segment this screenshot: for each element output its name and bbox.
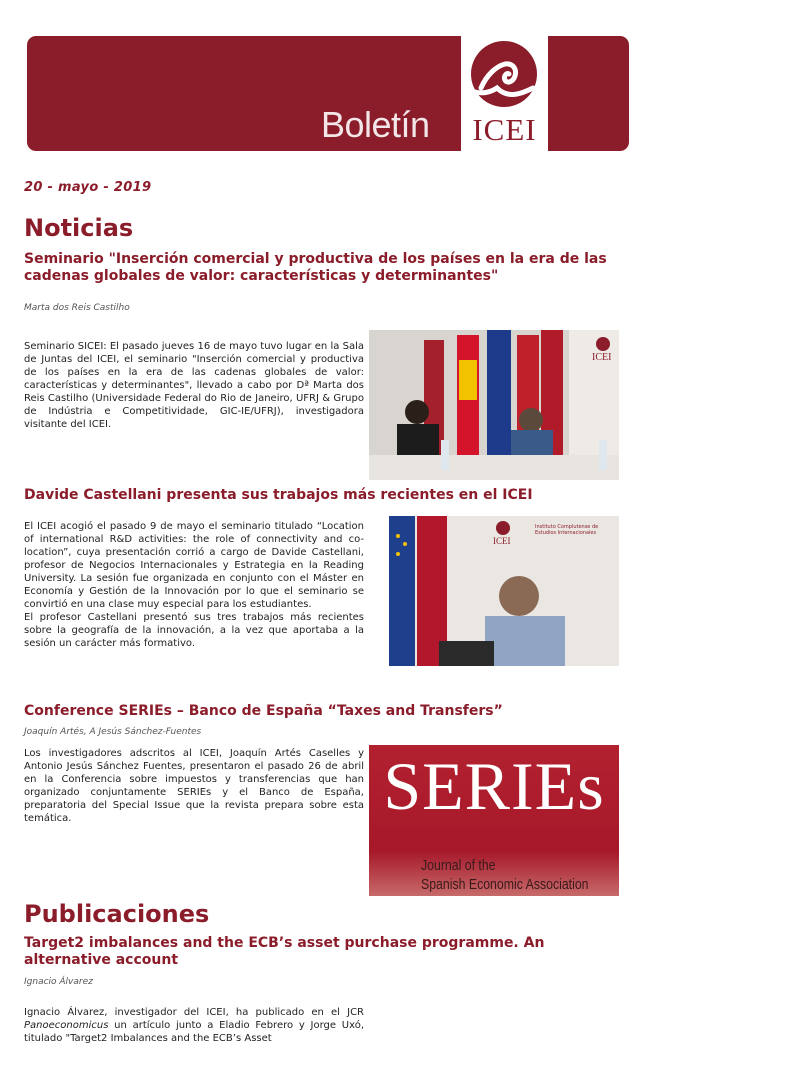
article-body — [24, 340, 364, 431]
article-paragraph: Seminario SICEI: El pasado jueves 16 de mayo tuvo lugar en la Sala de Juntas del ICEI, el seminario "Inserción comercial y productiva de los países en la era de las cadenas globales de valor: características y determinantes", llevado a cabo por Dª Marta dos Reis Castilho (Universidade Federal do Rio de Janeiro, UFRJ & Grupo de Indústria e Competitividade, GIC-IE/UFRJ), investigadora visitante del ICEI. — [24, 341, 364, 430]
article-paragraph: El ICEI acogió el pasado 9 de mayo el seminario titulado “Location of international R&D activities: the role of connectivity and co-location”, cuya presentación corrió a cargo de Davide Castellani, profesor de Negocios Internacionales y Estrategia en la Reading University. La sesión fue organizada en conjunto con el Máster en Economía y Gestión de la Innovación por lo que el seminario se convirtió en una clase muy especial para los estudiantes. — [24, 521, 364, 610]
article-paragraph: Los investigadores adscritos al ICEI, Joaquín Artés Caselles y Antonio Jesús Sánchez Fuentes, presentaron el pasado 26 de abril en la Conferencia sobre impuestos y transferencias que han organizado conjuntamente SERIEs y el Banco de España, preparatoria del Special Issue que la revista prepara sobre esta temática. — [24, 748, 364, 824]
article-body — [24, 747, 364, 825]
photo-logo-text: ICEI — [493, 536, 511, 546]
castellani-photo — [389, 516, 619, 666]
article-author: Marta dos Reis Castilho — [24, 303, 130, 313]
article-paragraph — [24, 1006, 364, 1045]
article-author: Ignacio Álvarez — [24, 977, 93, 987]
article-body — [24, 520, 364, 650]
article-title-target2[interactable]: Target2 imbalances and the ECB’s asset purchase programme. An alternative account — [24, 935, 545, 968]
seminar-photo — [369, 330, 619, 480]
series-cover-title: SERIEs — [383, 748, 605, 824]
icei-logo — [461, 36, 548, 151]
article-author: Joaquín Artés, A Jesús Sánchez-Fuentes — [24, 727, 202, 737]
article-paragraph: El profesor Castellani presentó sus tres trabajos más recientes sobre la geografía de la innovación, a la vez que aportaba a la sesión un carácter más formativo. — [24, 612, 364, 649]
photo-logo-caption: Instituto Complutense de Estudios Internacionales — [535, 524, 599, 536]
article-title-series[interactable]: Conference SERIEs – Banco de España “Taxes and Transfers” — [24, 703, 503, 719]
bulletin-title: Boletín — [321, 104, 430, 145]
article-title-seminar[interactable]: Seminario "Inserción comercial y productiva de los países en la era de las cadenas globales de valor: características y determinantes" — [24, 251, 607, 284]
photo-logo-text: ICEI — [592, 352, 612, 363]
article-body — [24, 1006, 364, 1045]
series-cover-subtitle-1: Journal of the — [421, 857, 496, 874]
bulletin-date: 20 - mayo - 2019 — [24, 180, 152, 195]
article-text-segment: un artículo junto a Eladio Febrero y Jorge Uxó, titulado "Target2 Imbalances and the ECB’s Asset — [24, 1020, 364, 1044]
article-title-castellani[interactable]: Davide Castellani presenta sus trabajos más recientes en el ICEI — [24, 487, 533, 503]
icei-logo-text: ICEI — [472, 112, 537, 147]
series-cover-image — [369, 745, 619, 896]
section-title-news: Noticias — [24, 214, 134, 242]
series-cover-subtitle-2: Spanish Economic Association — [421, 876, 589, 893]
article-text-segment: Ignacio Álvarez, investigador del ICEI, ha publicado en el JCR — [24, 1007, 364, 1018]
header-banner — [27, 36, 629, 151]
journal-name: Panoeconomicus — [24, 1020, 109, 1031]
section-title-publications: Publicaciones — [24, 900, 210, 928]
